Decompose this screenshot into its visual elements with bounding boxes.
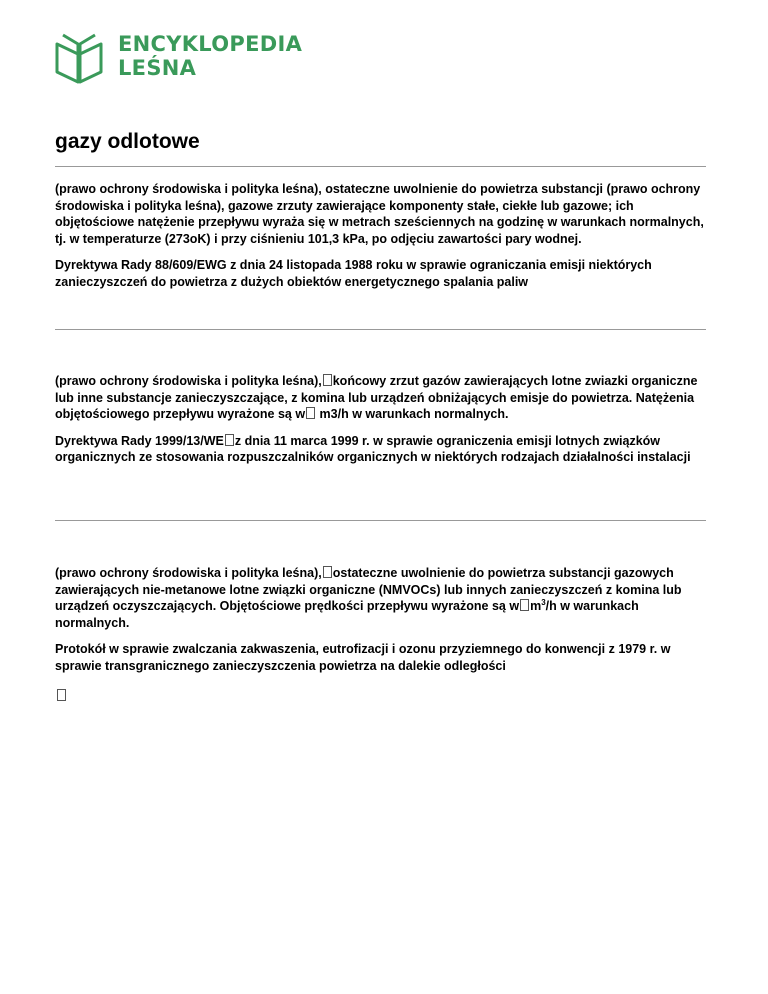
superscript: 3 bbox=[541, 597, 546, 607]
page-title: gazy odlotowe bbox=[55, 130, 200, 153]
open-book-icon bbox=[54, 32, 104, 84]
missing-glyph-icon bbox=[323, 374, 332, 386]
entry-1 bbox=[55, 181, 715, 290]
divider bbox=[55, 520, 706, 521]
divider bbox=[55, 166, 706, 167]
missing-glyph-icon bbox=[323, 566, 332, 578]
logo-line-1: ENCYKLOPEDIA bbox=[118, 32, 303, 56]
entry-source bbox=[55, 433, 715, 466]
definition-part: (prawo ochrony środowiska i polityka leśna), bbox=[55, 566, 322, 580]
definition-part: ostateczne uwolnienie do powietrza substancji gazowych zawierających nie-metanowe lotne związki organiczne (NMVOCs) lub innych zanieczyszczeń z komina lub urządzeń oczyszczających. Objętościowe prędkości przepływu wyrażone są w bbox=[55, 566, 682, 613]
definition-part: /h w warunkach normalnych. bbox=[55, 599, 639, 630]
entry-definition bbox=[55, 565, 715, 631]
entry-2 bbox=[55, 373, 715, 466]
missing-glyph-icon bbox=[306, 407, 315, 419]
logo-text bbox=[118, 32, 302, 80]
missing-glyph-icon bbox=[520, 599, 529, 611]
entry-source: Protokół w sprawie zwalczania zakwaszenia, eutrofizacji i ozonu przyziemnego do konwencji z 1979 r. w sprawie transgranicznego zanieczyszczenia powietrza na dalekie odległości bbox=[55, 642, 671, 673]
definition-part: m bbox=[530, 599, 542, 613]
definition-part: m3/h w warunkach normalnych. bbox=[319, 407, 509, 421]
source-part: Dyrektywa Rady 1999/13/WE bbox=[55, 433, 224, 448]
entry-source: Dyrektywa Rady 88/609/EWG z dnia 24 listopada 1988 roku w sprawie ograniczania emisji niektórych zanieczyszczeń do powietrza z dużych obiektów energetycznego spalania paliw bbox=[55, 258, 652, 289]
missing-glyph-icon bbox=[57, 689, 66, 701]
missing-glyph-icon bbox=[225, 434, 234, 446]
divider bbox=[55, 329, 706, 330]
entry-definition: (prawo ochrony środowiska i polityka leśna), ostateczne uwolnienie do powietrza substancji (prawo ochrony środowiska i polityka leśna), gazowe zrzuty zawierające komponenty stałe, ciekłe lub gazowe; ich objętościowe natężenie przepływu wyraża się w metrach sześciennych na godzinę w warunkach normalnych, tj. w temperaturze (273oK) i przy ciśnieniu 101,3 kPa, po odjęciu zawartości pary wodnej. bbox=[55, 182, 704, 246]
site-logo[interactable] bbox=[54, 32, 302, 84]
entry-3 bbox=[55, 565, 715, 674]
logo-line-2: LEŚNA bbox=[118, 56, 197, 80]
source-part: z dnia 11 marca 1999 r. w sprawie ograniczenia emisji lotnych związków organicznych ze stosowania rozpuszczalników organicznych w niektórych rodzajach działalności instalacji bbox=[55, 433, 691, 464]
definition-part: końcowy zrzut gazów zawierających lotne zwiazki organiczne lub inne substancje zanieczyszczające, z komina lub urządzeń obniżających emisje do powietrza. Natężenia objętościowego przepływu wyrażone są w bbox=[55, 374, 698, 421]
definition-part: (prawo ochrony środowiska i polityka leśna), bbox=[55, 374, 322, 388]
entry-definition bbox=[55, 373, 715, 423]
